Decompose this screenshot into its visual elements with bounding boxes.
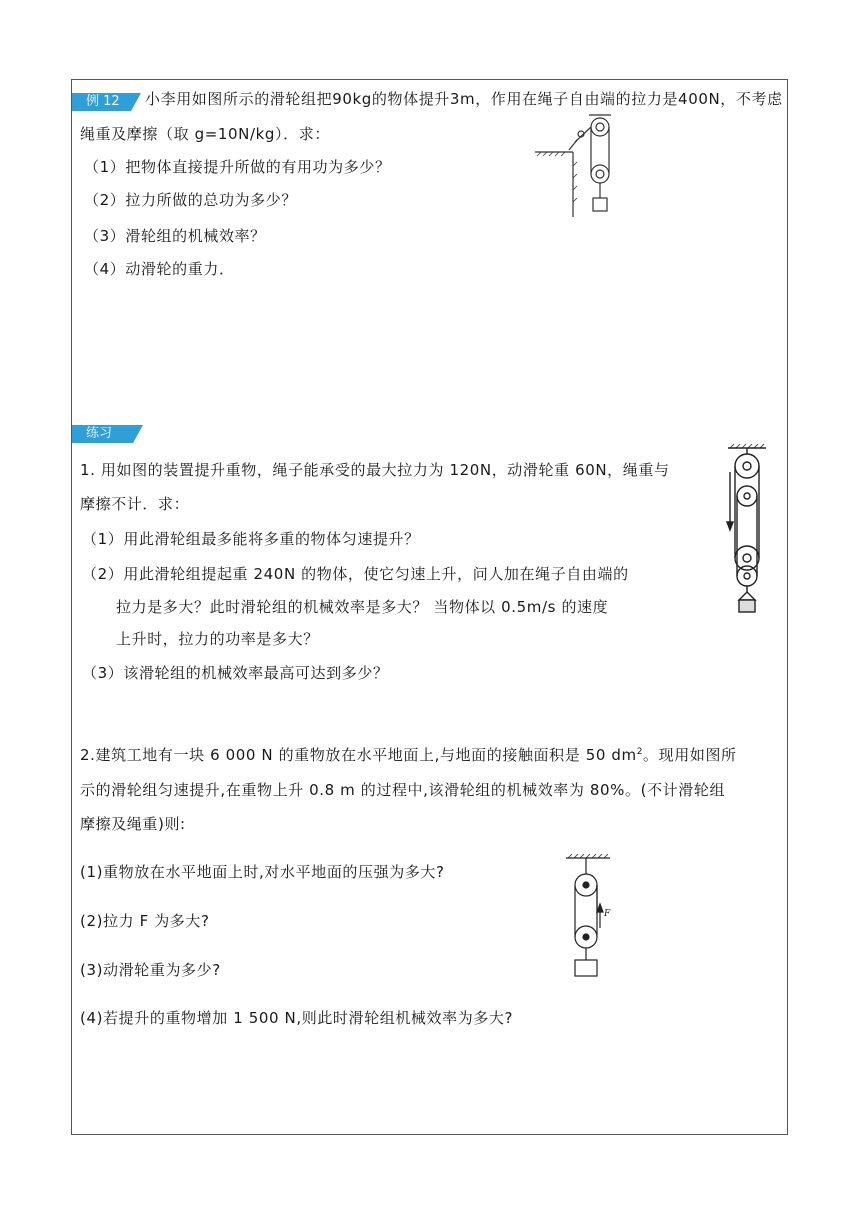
example-question-3: （3）滑轮组的机械效率？	[84, 227, 266, 245]
practice2-question-3: (3)动滑轮重为多少?	[80, 961, 221, 979]
example-question-4: （4）动滑轮的重力．	[84, 260, 235, 278]
practice1-line1: 1. 用如图的装置提升重物，绳子能承受的最大拉力为 120N，动滑轮重 60N，绳重与	[80, 461, 670, 479]
example-text-line1: 小李用如图所示的滑轮组把90kg的物体提升3m，作用在绳子自由端的拉力是400N，不考虑	[145, 90, 783, 108]
practice1-line2: 摩擦不计．求：	[80, 495, 190, 513]
practice2-question-1: (1)重物放在水平地面上时,对水平地面的压强为多大?	[80, 863, 445, 881]
example-question-1: （1）把物体直接提升所做的有用功为多少？	[84, 158, 391, 176]
superscript: 2	[636, 747, 644, 757]
practice2-line3: 摩擦及绳重)则:	[80, 815, 186, 833]
practice1-question-2c: 上升时，拉力的功率是多大？	[116, 630, 319, 648]
practice1-question-1: （1）用此滑轮组最多能将多重的物体匀速提升？	[82, 530, 420, 548]
practice2-question-4: (4)若提升的重物增加 1 500 N,则此时滑轮组机械效率为多大?	[80, 1009, 514, 1027]
practice2-line1: 2.建筑工地有一块 6 000 N 的重物放在水平地面上,与地面的接触面积是 50 $dm^2$。现用如图所	[80, 746, 737, 764]
example-text-line2: 绳重及摩擦（取 g=10N/kg）．求：	[80, 125, 330, 143]
practice1-question-3: （3）该滑轮组的机械效率最高可达到多少？	[82, 664, 389, 682]
practice2-question-2: (2)拉力 F 为多大?	[80, 912, 210, 930]
practice2-line2: 示的滑轮组匀速提升,在重物上升 0.8 m 的过程中,该滑轮组的机械效率为 80%。(不计滑轮组	[80, 781, 726, 799]
force-label: F	[604, 909, 611, 919]
practice1-question-2b: 拉力是多大？此时滑轮组的机械效率是多大？ 当物体以 0.5m/s 的速度	[116, 598, 609, 616]
example-tag: 例 12	[72, 93, 131, 111]
practice-tag: 练习	[72, 425, 133, 443]
practice1-question-2a: （2）用此滑轮组提起重 240N 的物体，使它匀速上升，问人加在绳子自由端的	[82, 565, 629, 583]
example-pulley-figure	[535, 112, 625, 222]
example-question-2: （2）拉力所做的总功为多少？	[84, 191, 297, 209]
practice1-pulley-figure	[722, 442, 772, 617]
practice2-pulley-figure	[560, 852, 620, 982]
